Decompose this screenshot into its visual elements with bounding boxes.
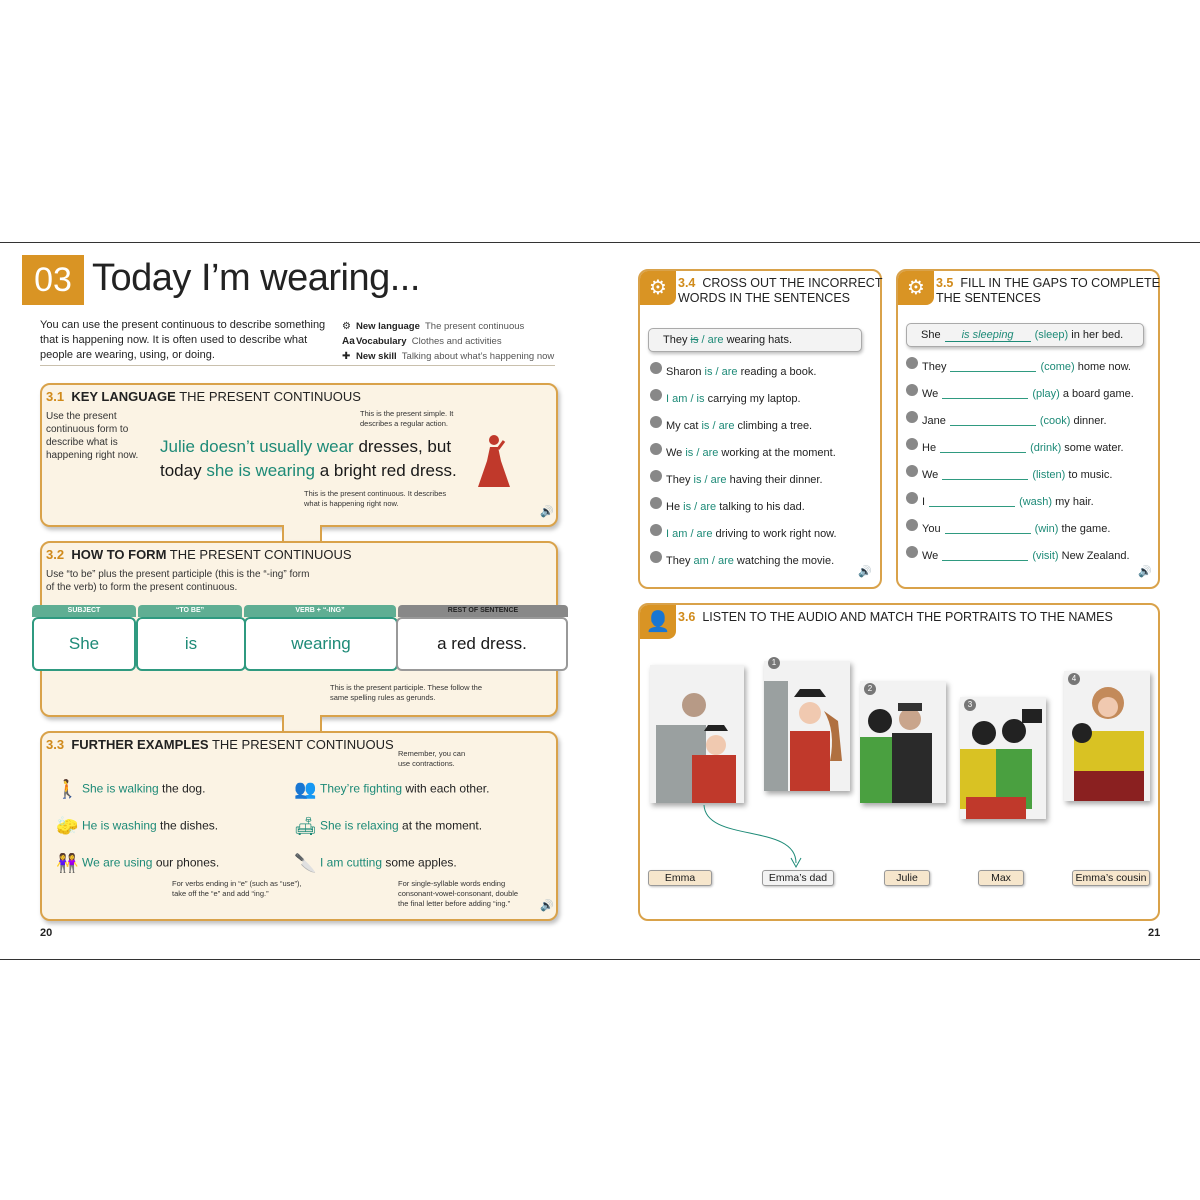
exercise-3-4-item[interactable]: I am / are driving to work right now. — [650, 524, 837, 540]
walking-dog-icon: 🚶 — [56, 779, 79, 799]
col-to-be: “TO BE” — [138, 605, 242, 617]
note-verbs-e: For verbs ending in “e” (such as “use”), take off the “e” and add “ing.” — [172, 879, 302, 898]
item-bullet — [906, 438, 918, 450]
exercise-3-5-item[interactable]: They (come) home now. — [906, 357, 1131, 373]
book-spread — [0, 242, 1200, 960]
page-title: Today I’m wearing... — [92, 257, 420, 299]
cell-to-be: is — [136, 617, 246, 671]
item-bullet — [906, 357, 918, 369]
item-bullet — [650, 497, 662, 509]
portrait-number: 4 — [1068, 673, 1080, 685]
key-sentence-line-1: Julie doesn’t usually wear dresses, but — [160, 437, 452, 456]
exercise-3-4-item[interactable]: He is / are talking to his dad. — [650, 497, 805, 513]
note-present-simple: This is the present simple. It describes a regular action. — [360, 409, 454, 428]
gear-icon: ⚙ — [898, 271, 934, 305]
phones-icon: 👭 — [56, 853, 79, 873]
section-3-5-title: 3.5 FILL IN THE GAPS TO COMPLETE THE SENTENCES — [936, 276, 1160, 305]
divider — [40, 365, 555, 366]
example-walking: 🚶 She is walking the dog. — [56, 779, 206, 799]
key-sentence-line-2: today she is wearing a bright red dress. — [160, 461, 457, 480]
answer-blank[interactable] — [950, 425, 1036, 426]
item-bullet — [906, 546, 918, 558]
audio-icon[interactable]: 🔊 — [858, 566, 872, 578]
answer-blank[interactable] — [950, 371, 1036, 372]
item-bullet — [650, 362, 662, 374]
exercise-3-4-item[interactable]: My cat is / are climbing a tree. — [650, 416, 812, 432]
meta-new-skill: ✚ New skill Talking about what’s happening now — [342, 351, 555, 362]
example-washing: 🧽 He is washing the dishes. — [56, 816, 219, 836]
item-bullet — [650, 470, 662, 482]
relaxing-icon: 🛋 — [294, 816, 317, 836]
section-3-5 — [896, 269, 1160, 589]
name-emmas-cousin[interactable]: Emma’s cousin — [1072, 870, 1150, 886]
exercise-3-5-item[interactable]: I (wash) my hair. — [906, 492, 1094, 508]
note-participle: This is the present participle. These follow the same spelling rules as gerunds. — [330, 683, 483, 702]
page-number-right: 21 — [1148, 927, 1161, 939]
answer-blank[interactable] — [942, 560, 1028, 561]
gears-icon: ⚙ — [342, 321, 351, 332]
item-bullet — [650, 389, 662, 401]
aa-icon: Aa — [342, 336, 355, 347]
example-sentence: She is sleeping (sleep) in her bed. — [906, 323, 1144, 347]
note-present-continuous: This is the present continuous. It describes what is happening right now. — [304, 489, 447, 508]
woman-in-dress-icon — [470, 433, 518, 489]
fighting-icon: 👥 — [294, 779, 317, 799]
portrait-3 — [960, 697, 1046, 819]
answer-blank[interactable] — [940, 452, 1026, 453]
meta-new-language: ⚙ New language The present continuous — [342, 321, 525, 332]
exercise-3-4-item[interactable]: They am / are watching the movie. — [650, 551, 834, 567]
exercise-3-5-item[interactable]: You (win) the game. — [906, 519, 1110, 535]
item-bullet — [650, 524, 662, 536]
exercise-3-4-item[interactable]: They is / are having their dinner. — [650, 470, 823, 486]
cell-verb-ing: wearing — [244, 617, 398, 671]
item-bullet — [650, 551, 662, 563]
col-subject: SUBJECT — [32, 605, 136, 617]
example-cutting: 🔪 I am cutting some apples. — [294, 853, 457, 873]
portrait-4 — [1064, 671, 1150, 801]
item-bullet — [650, 416, 662, 428]
cell-subject: She — [32, 617, 136, 671]
portrait-number: 2 — [864, 683, 876, 695]
example-using: 👭 We are using our phones. — [56, 853, 220, 873]
intro-text: You can use the present continuous to describe something that is happening now. It is often used to describe what people are wearing, using, or doing. — [40, 319, 326, 361]
exercise-3-5-item[interactable]: He (drink) some water. — [906, 438, 1124, 454]
example-relaxing: 🛋 She is relaxing at the moment. — [294, 816, 483, 836]
answer-blank[interactable] — [945, 533, 1031, 534]
portrait-example — [650, 665, 744, 803]
item-bullet — [906, 492, 918, 504]
section-3-1-desc: Use the present continuous form to describe what is happening right now. — [46, 411, 139, 461]
item-bullet — [650, 443, 662, 455]
portrait-2 — [860, 681, 946, 803]
example-fighting: 👥 They’re fighting with each other. — [294, 779, 490, 799]
unit-number: 03 — [22, 255, 84, 305]
name-emma[interactable]: Emma — [648, 870, 712, 886]
exercise-3-4-item[interactable]: Sharon is / are reading a book. — [650, 362, 816, 378]
audio-icon[interactable]: 🔊 — [540, 900, 554, 912]
exercise-3-5-item[interactable]: Jane (cook) dinner. — [906, 411, 1107, 427]
portrait-number: 1 — [768, 657, 780, 669]
item-bullet — [906, 384, 918, 396]
puzzle-icon: ✚ — [342, 351, 351, 362]
section-3-2-heading: 3.2 HOW TO FORM THE PRESENT CONTINUOUS — [46, 547, 352, 562]
exercise-3-5-item[interactable]: We (play) a board game. — [906, 384, 1134, 400]
name-emmas-dad[interactable]: Emma’s dad — [762, 870, 834, 886]
section-3-2-desc: Use “to be” plus the present participle (this is the “-ing” form of the verb) to form the present continuous. — [46, 569, 310, 593]
match-arrow — [696, 803, 806, 873]
portrait-number: 3 — [964, 699, 976, 711]
audio-icon[interactable]: 🔊 — [540, 506, 554, 518]
answer-blank[interactable] — [942, 398, 1028, 399]
meta-vocabulary: AaVocabulary Clothes and activities — [342, 336, 502, 347]
exercise-3-5-item[interactable]: We (visit) New Zealand. — [906, 546, 1130, 562]
portrait-icon: 👤 — [640, 605, 676, 639]
exercise-3-4-item[interactable]: We is / are working at the moment. — [650, 443, 836, 459]
answer-blank[interactable] — [929, 506, 1015, 507]
audio-icon[interactable]: 🔊 — [1138, 566, 1152, 578]
item-bullet — [906, 519, 918, 531]
example-sentence: They is / are wearing hats. — [648, 328, 862, 352]
name-max[interactable]: Max — [978, 870, 1024, 886]
page-number-left: 20 — [40, 927, 53, 939]
note-contractions: Remember, you can use contractions. — [398, 749, 466, 768]
col-verb-ing: VERB + “-ING” — [244, 605, 396, 617]
item-bullet — [906, 465, 918, 477]
washing-dishes-icon: 🧽 — [56, 816, 79, 836]
note-cvc: For single-syllable words ending consonant-vowel-consonant, double the final letter before adding “ing.” — [398, 879, 519, 908]
exercise-3-5-item[interactable]: We (listen) to music. — [906, 465, 1112, 481]
col-rest: REST OF SENTENCE — [398, 605, 568, 617]
portrait-1 — [764, 661, 850, 791]
cutting-icon: 🔪 — [294, 853, 317, 873]
section-3-6-title: 3.6 LISTEN TO THE AUDIO AND MATCH THE PORTRAITS TO THE NAMES — [678, 610, 1113, 624]
name-julie[interactable]: Julie — [884, 870, 930, 886]
section-3-1-heading: 3.1 KEY LANGUAGE THE PRESENT CONTINUOUS — [46, 389, 361, 404]
section-3-3-heading: 3.3 FURTHER EXAMPLES THE PRESENT CONTINUOUS — [46, 737, 394, 752]
answer-blank[interactable] — [942, 479, 1028, 480]
item-bullet — [906, 411, 918, 423]
exercise-3-4-item[interactable]: I am / is carrying my laptop. — [650, 389, 801, 405]
cell-rest: a red dress. — [396, 617, 568, 671]
section-3-4-title: 3.4 CROSS OUT THE INCORRECT WORDS IN THE SENTENCES — [678, 276, 883, 305]
gear-icon: ⚙ — [640, 271, 676, 305]
